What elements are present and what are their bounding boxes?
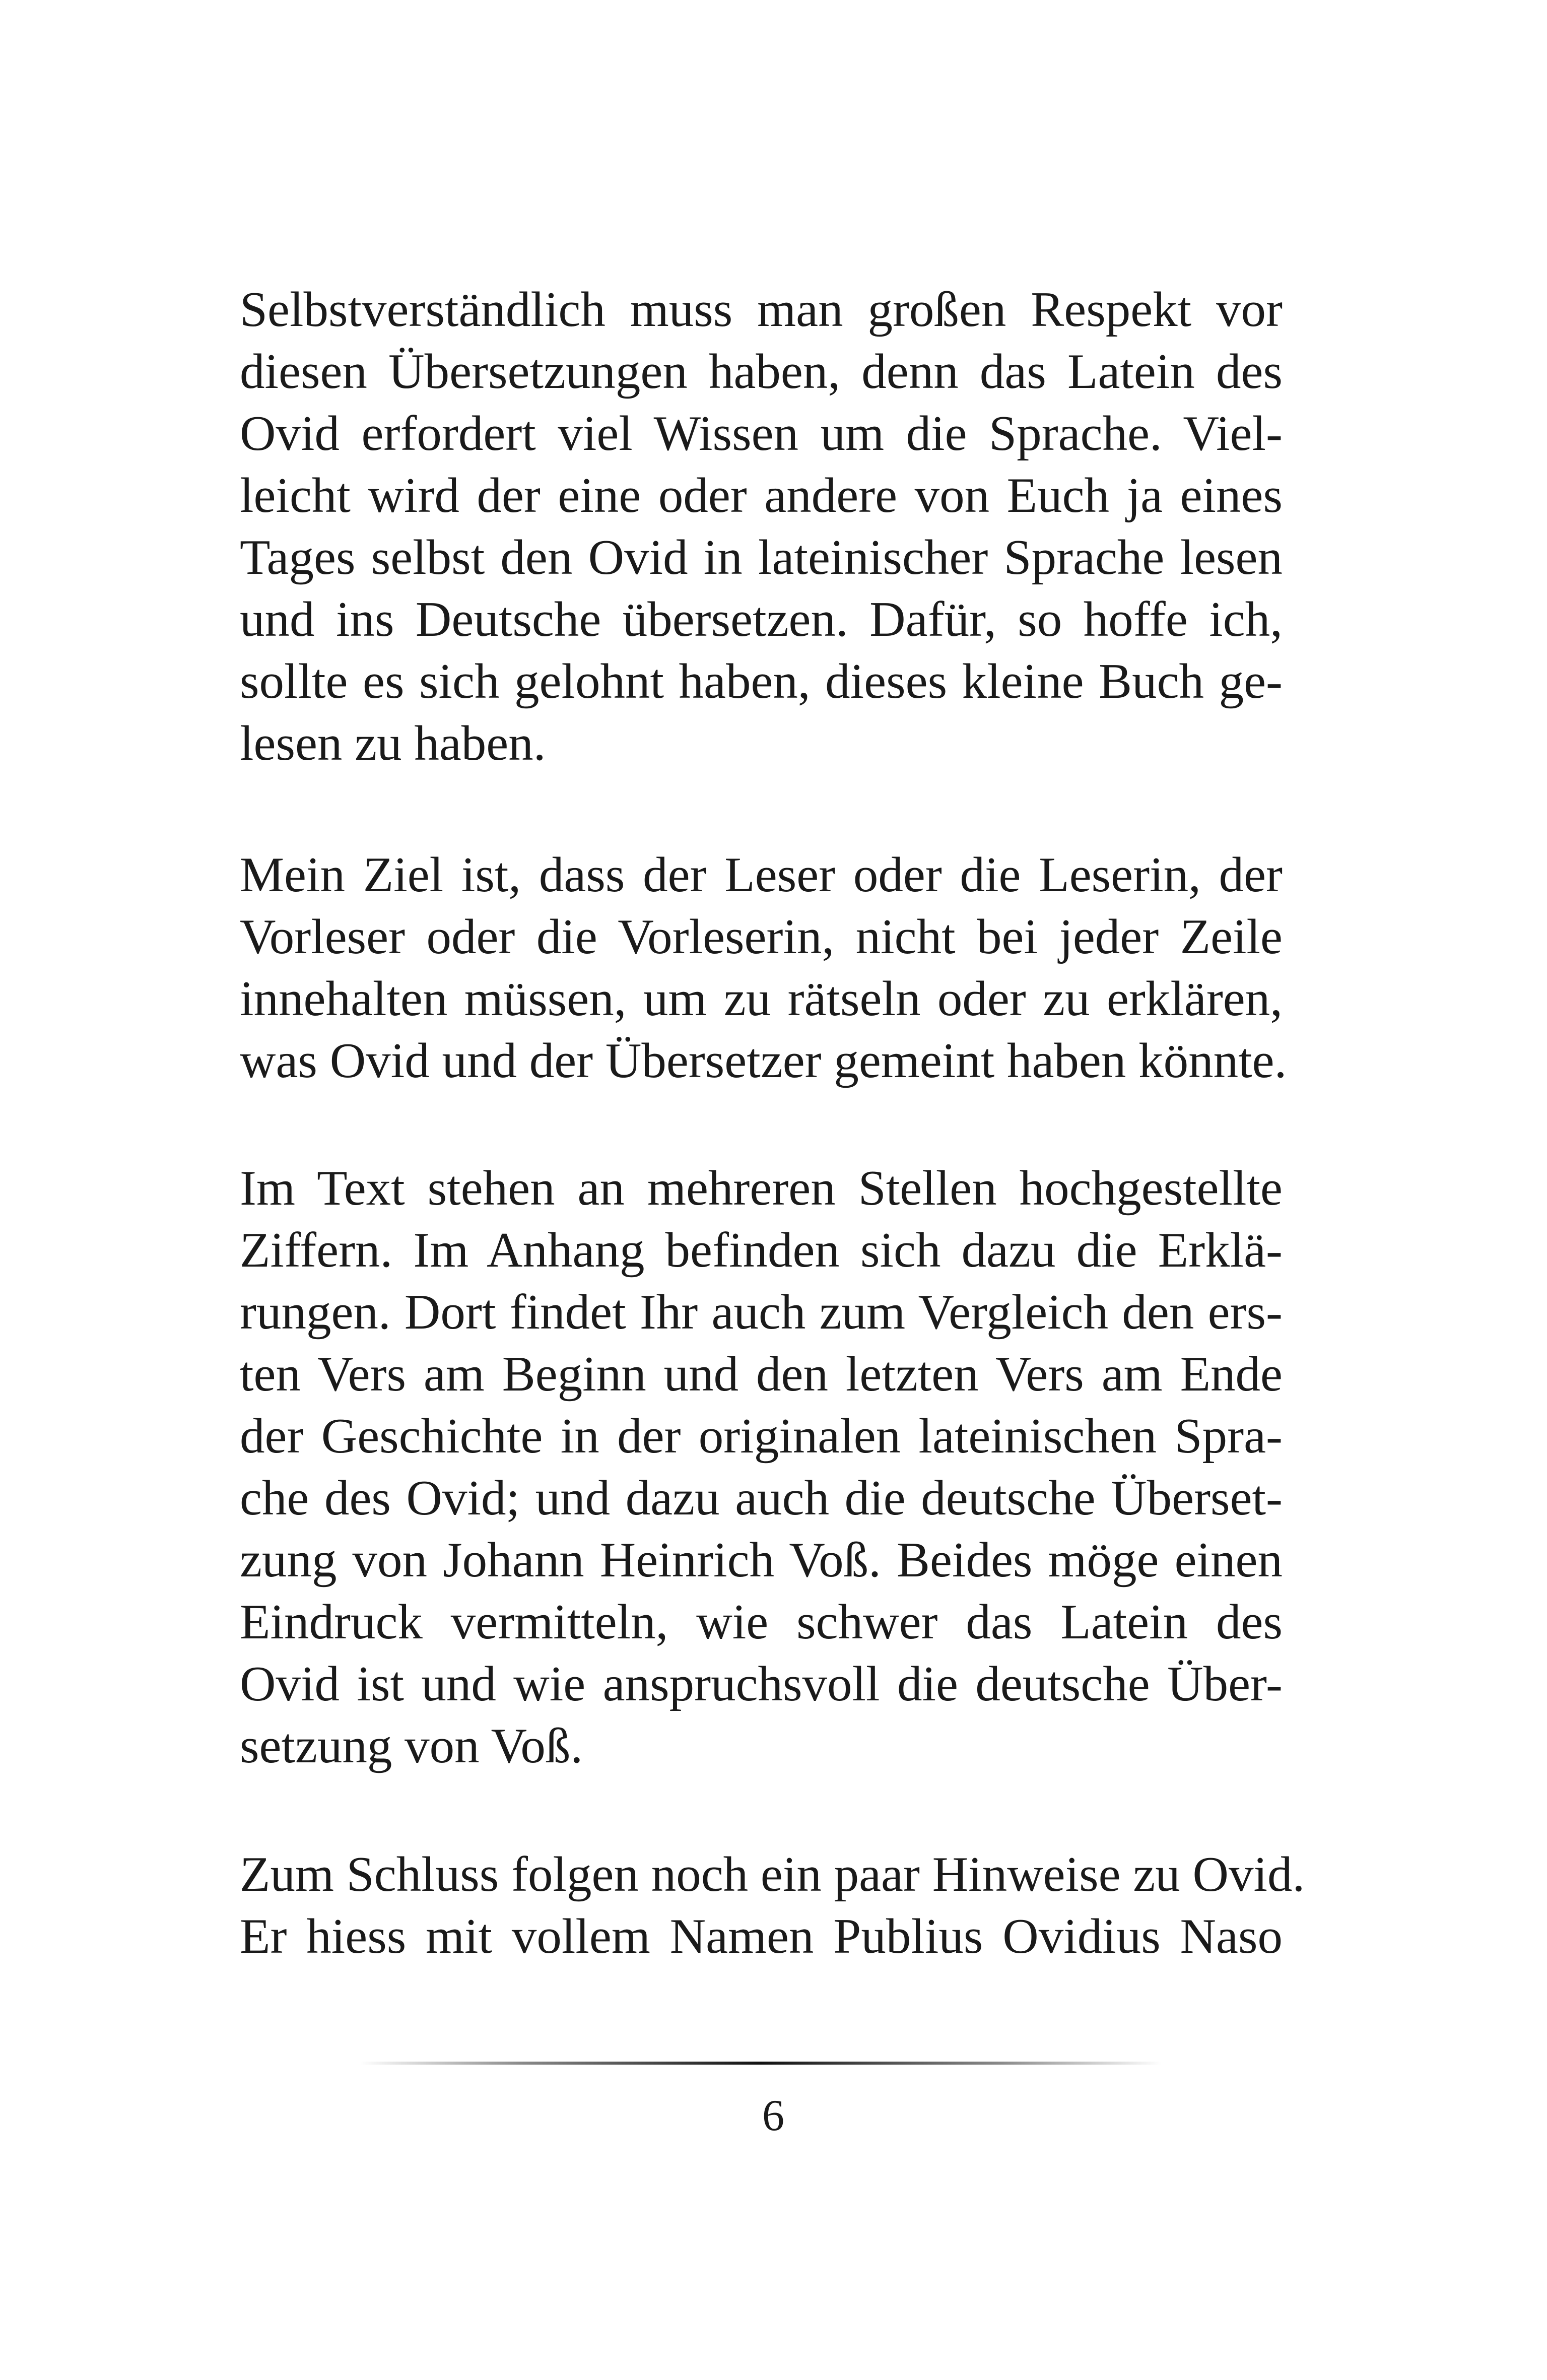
text-line: Ovid ist und wie anspruchsvoll die deutsche Über- bbox=[240, 1657, 1283, 1711]
text-line: sollte es sich gelohnt haben, dieses kleine Buch ge- bbox=[240, 654, 1283, 709]
text-line: Tages selbst den Ovid in lateinischer Sprache lesen bbox=[240, 530, 1283, 585]
text-line: Vorleser oder die Vorleserin, nicht bei jeder Zeile bbox=[240, 909, 1283, 964]
text-line: Mein Ziel ist, dass der Leser oder die Leserin, der bbox=[240, 847, 1283, 902]
text-line: Ovid erfordert viel Wissen um die Sprache. Viel- bbox=[240, 406, 1283, 461]
text-line: diesen Übersetzungen haben, denn das Latein des bbox=[240, 344, 1283, 399]
text-line: che des Ovid; und dazu auch die deutsche Überset- bbox=[240, 1471, 1283, 1526]
paragraph-footnotes bbox=[240, 1157, 1283, 1777]
text-line: rungen. Dort findet Ihr auch zum Vergleich den ers- bbox=[240, 1285, 1283, 1340]
text-line: was Ovid und der Übersetzer gemeint haben könnte. bbox=[240, 1033, 1287, 1088]
text-line: und ins Deutsche übersetzen. Dafür, so hoffe ich, bbox=[240, 592, 1283, 647]
text-line: der Geschichte in der originalen lateinischen Spra- bbox=[240, 1409, 1283, 1464]
text-line: ten Vers am Beginn und den letzten Vers am Ende bbox=[240, 1347, 1283, 1402]
page-number: 6 bbox=[762, 2091, 784, 2140]
text-line: leicht wird der eine oder andere von Euch ja eines bbox=[240, 468, 1283, 523]
text-line: innehalten müssen, um zu rätseln oder zu erklären, bbox=[240, 971, 1283, 1026]
paragraph-ovid-notes bbox=[240, 1843, 1305, 1967]
footer-divider bbox=[360, 2062, 1161, 2065]
text-line: Eindruck vermitteln, wie schwer das Latein des bbox=[240, 1595, 1283, 1649]
text-line: setzung von Voß. bbox=[240, 1718, 583, 1773]
text-line: zung von Johann Heinrich Voß. Beides möge einen bbox=[240, 1533, 1283, 1588]
text-line: Selbstverständlich muss man großen Respekt vor bbox=[240, 282, 1283, 337]
text-line: lesen zu haben. bbox=[240, 716, 546, 771]
text-line: Ziffern. Im Anhang befinden sich dazu die Erklä- bbox=[240, 1223, 1283, 1278]
text-line: Im Text stehen an mehreren Stellen hochgestellte bbox=[240, 1161, 1283, 1216]
paragraph-respect-translations bbox=[240, 279, 1283, 774]
text-line: Zum Schluss folgen noch ein paar Hinweise zu Ovid. bbox=[240, 1847, 1305, 1902]
text-line: Er hiess mit vollem Namen Publius Ovidius Naso bbox=[240, 1909, 1283, 1964]
paragraph-goal bbox=[240, 844, 1287, 1092]
